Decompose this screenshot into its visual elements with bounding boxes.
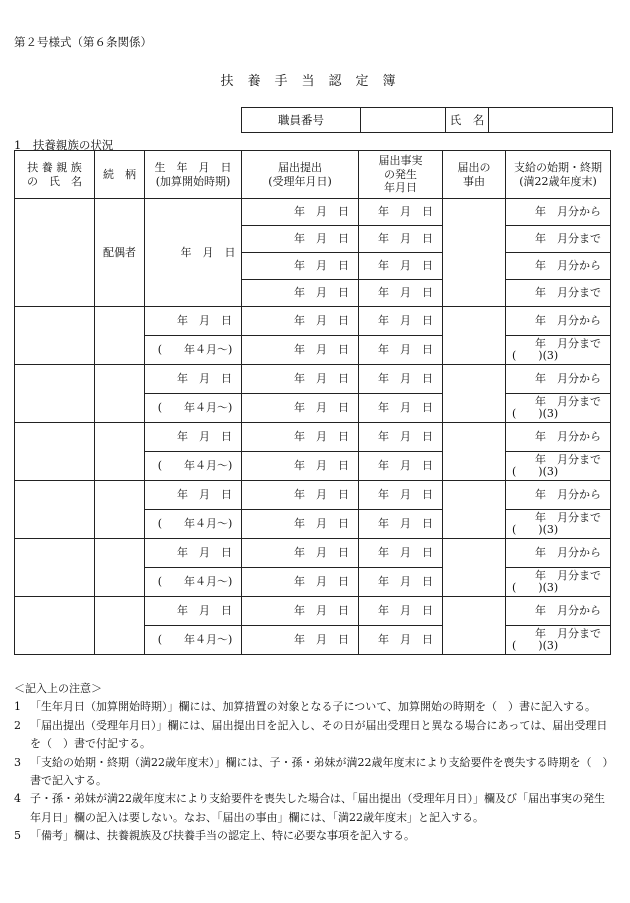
note-text: 「支給の始期・終期（満22歳年度末）」欄には、子・孫・弟妹が満22歳年度末により支給要件を喪失する時期を（ ）書で記入する。 <box>30 755 614 788</box>
dependent-period-from[interactable]: 年 月分から <box>506 423 611 452</box>
dependent-relation-cell[interactable] <box>95 307 145 365</box>
dependent-period-note: ( )(3) <box>512 639 559 652</box>
dependent-period-to-text: 年 月分まで <box>535 395 601 408</box>
note-item <box>14 698 614 716</box>
spouse-occurrence-date[interactable]: 年 月 日 <box>359 280 443 307</box>
dependent-reason[interactable] <box>443 481 506 539</box>
spouse-name-cell[interactable] <box>15 199 95 307</box>
dependent-occurrence-date[interactable]: 年 月 日 <box>359 510 443 539</box>
dependent-period-to[interactable] <box>506 452 611 481</box>
dependent-submit-date[interactable]: 年 月 日 <box>242 336 359 365</box>
staff-number-field[interactable] <box>361 108 446 133</box>
dependent-birth[interactable]: 年 月 日 <box>145 539 242 568</box>
staff-name-label: 氏 名 <box>446 108 489 133</box>
table-header-row <box>15 151 611 199</box>
dependent-reason[interactable] <box>443 423 506 481</box>
dependent-period-note: ( )(3) <box>512 465 559 478</box>
note-number: 3 <box>14 755 21 769</box>
dependent-period-to-text: 年 月分まで <box>535 337 601 350</box>
dependent-occurrence-date[interactable]: 年 月 日 <box>359 394 443 423</box>
dependent-relation-cell[interactable] <box>95 539 145 597</box>
dependent-occurrence-date[interactable]: 年 月 日 <box>359 626 443 655</box>
dependent-period-note: ( )(3) <box>512 349 559 362</box>
dependent-occurrence-date[interactable]: 年 月 日 <box>359 336 443 365</box>
dependent-submit-date[interactable]: 年 月 日 <box>242 539 359 568</box>
dependent-submit-date[interactable]: 年 月 日 <box>242 597 359 626</box>
dependent-period-to-text: 年 月分まで <box>535 453 601 466</box>
note-number: 2 <box>14 718 21 732</box>
header-name: 扶 養 親 族 の 氏 名 <box>15 151 95 199</box>
dependent-name-cell[interactable] <box>15 597 95 655</box>
dependent-occurrence-date[interactable]: 年 月 日 <box>359 597 443 626</box>
note-number: 4 <box>14 792 21 806</box>
dependent-birth[interactable]: 年 月 日 <box>145 423 242 452</box>
dependent-reason[interactable] <box>443 597 506 655</box>
dependent-period-note: ( )(3) <box>512 581 559 594</box>
dependent-period-to[interactable] <box>506 394 611 423</box>
note-text: 子・孫・弟妹が満22歳年度末により支給要件を喪失した場合は、「届出提出（受理年月日）」欄及び「届出事実の発生年月日」欄の記入は要しない。なお、「届出の事由」欄には、「満22歳年度末」と記入する。 <box>30 792 605 824</box>
dependent-reason[interactable] <box>443 539 506 597</box>
dependent-period-from[interactable]: 年 月分から <box>506 481 611 510</box>
dependent-name-cell[interactable] <box>15 539 95 597</box>
staff-info-table <box>241 107 613 133</box>
spouse-birth: 年 月 日 <box>145 199 242 307</box>
spouse-submit-date[interactable]: 年 月 日 <box>242 199 359 226</box>
header-relation: 続 柄 <box>95 151 145 199</box>
dependent-start[interactable]: ( 年４月～) <box>145 626 242 655</box>
dependent-birth[interactable]: 年 月 日 <box>145 597 242 626</box>
spouse-submit-date[interactable]: 年 月 日 <box>242 226 359 253</box>
spouse-row <box>15 199 611 226</box>
dependent-reason[interactable] <box>443 307 506 365</box>
header-reason: 届出の 事由 <box>443 151 506 199</box>
dependent-row <box>15 481 611 510</box>
spouse-occurrence-date[interactable]: 年 月 日 <box>359 253 443 280</box>
dependent-start[interactable]: ( 年４月～) <box>145 336 242 365</box>
dependent-row <box>15 539 611 568</box>
staff-number-label: 職員番号 <box>242 108 361 133</box>
dependent-name-cell[interactable] <box>15 307 95 365</box>
dependent-period-note: ( )(3) <box>512 523 559 536</box>
page-title: 扶養手当認定簿 <box>220 74 410 89</box>
note-text: 「届出提出（受理年月日）」欄には、届出提出日を記入し、その日が届出受理日と異なる場合にあっては、届出受理日を（ ）書で付記する。 <box>30 718 608 751</box>
dependent-submit-date[interactable]: 年 月 日 <box>242 568 359 597</box>
header-birth: 生 年 月 日 (加算開始時期) <box>145 151 242 199</box>
dependent-occurrence-date[interactable]: 年 月 日 <box>359 539 443 568</box>
dependent-occurrence-date[interactable]: 年 月 日 <box>359 568 443 597</box>
dependent-occurrence-date[interactable]: 年 月 日 <box>359 452 443 481</box>
dependent-row <box>15 307 611 336</box>
dependent-start[interactable]: ( 年４月～) <box>145 510 242 539</box>
dependent-submit-date[interactable]: 年 月 日 <box>242 423 359 452</box>
form-number-label: 第２号様式（第６条関係） <box>14 35 152 49</box>
dependent-period-to-text: 年 月分まで <box>535 627 601 640</box>
spouse-occurrence-date[interactable]: 年 月 日 <box>359 199 443 226</box>
dependent-occurrence-date[interactable]: 年 月 日 <box>359 307 443 336</box>
dependent-occurrence-date[interactable]: 年 月 日 <box>359 423 443 452</box>
notes-section <box>14 680 614 846</box>
dependent-row <box>15 365 611 394</box>
dependent-period-from[interactable]: 年 月分から <box>506 365 611 394</box>
dependent-period-from[interactable]: 年 月分から <box>506 307 611 336</box>
dependent-period-to[interactable] <box>506 336 611 365</box>
dependent-period-to-text: 年 月分まで <box>535 511 601 524</box>
dependent-birth[interactable]: 年 月 日 <box>145 365 242 394</box>
dependents-table <box>14 150 611 655</box>
dependent-reason[interactable] <box>443 365 506 423</box>
dependent-period-to[interactable] <box>506 626 611 655</box>
note-text: 「生年月日（加算開始時期）」欄には、加算措置の対象となる子について、加算開始の時期を（ ）書に記入する。 <box>30 700 597 714</box>
dependent-name-cell[interactable] <box>15 365 95 423</box>
header-submit: 届出提出 (受理年月日) <box>242 151 359 199</box>
spouse-occurrence-date[interactable]: 年 月 日 <box>359 226 443 253</box>
note-number: 5 <box>14 829 21 843</box>
dependent-name-cell[interactable] <box>15 423 95 481</box>
dependent-relation-cell[interactable] <box>95 423 145 481</box>
dependent-period-to-text: 年 月分まで <box>535 569 601 582</box>
dependent-period-to[interactable] <box>506 510 611 539</box>
dependent-relation-cell[interactable] <box>95 365 145 423</box>
dependent-occurrence-date[interactable]: 年 月 日 <box>359 481 443 510</box>
dependent-period-note: ( )(3) <box>512 407 559 420</box>
dependent-row <box>15 597 611 626</box>
dependent-occurrence-date[interactable]: 年 月 日 <box>359 365 443 394</box>
dependent-start[interactable]: ( 年４月～) <box>145 568 242 597</box>
dependent-submit-date[interactable]: 年 月 日 <box>242 394 359 423</box>
dependent-start[interactable]: ( 年４月～) <box>145 452 242 481</box>
dependent-submit-date[interactable]: 年 月 日 <box>242 452 359 481</box>
note-item <box>14 717 614 754</box>
dependent-submit-date[interactable]: 年 月 日 <box>242 510 359 539</box>
spouse-period-from[interactable]: 年 月分から <box>506 199 611 226</box>
dependent-period-to[interactable] <box>506 568 611 597</box>
dependent-submit-date[interactable]: 年 月 日 <box>242 307 359 336</box>
header-period: 支給の始期・終期 (満22歳年度末) <box>506 151 611 199</box>
dependent-name-cell[interactable] <box>15 481 95 539</box>
note-item <box>14 754 614 791</box>
spouse-submit-date[interactable]: 年 月 日 <box>242 253 359 280</box>
dependent-period-from[interactable]: 年 月分から <box>506 539 611 568</box>
dependent-submit-date[interactable]: 年 月 日 <box>242 365 359 394</box>
dependent-birth[interactable]: 年 月 日 <box>145 307 242 336</box>
note-number: 1 <box>14 700 21 714</box>
dependent-start[interactable]: ( 年４月～) <box>145 394 242 423</box>
spouse-submit-date[interactable]: 年 月 日 <box>242 280 359 307</box>
dependent-submit-date[interactable]: 年 月 日 <box>242 626 359 655</box>
section-title: 1 扶養親族の状況 <box>14 138 114 152</box>
spouse-relation: 配偶者 <box>95 199 145 307</box>
note-text: 「備考」欄は、扶養親族及び扶養手当の認定上、特に必要な事項を記入する。 <box>30 829 415 843</box>
spouse-period-to[interactable]: 年 月分まで <box>506 226 611 253</box>
dependent-row <box>15 423 611 452</box>
dependent-submit-date[interactable]: 年 月 日 <box>242 481 359 510</box>
header-occurrence: 届出事実 の発生 年月日 <box>359 151 443 199</box>
dependent-relation-cell[interactable] <box>95 597 145 655</box>
dependent-birth[interactable]: 年 月 日 <box>145 481 242 510</box>
notes-title: ＜記入上の注意＞ <box>14 682 102 695</box>
staff-name-field[interactable] <box>489 108 613 133</box>
dependent-period-from[interactable]: 年 月分から <box>506 597 611 626</box>
spouse-reason[interactable] <box>443 199 506 307</box>
spouse-period-from[interactable]: 年 月分から <box>506 253 611 280</box>
note-item <box>14 790 614 827</box>
dependent-relation-cell[interactable] <box>95 481 145 539</box>
note-item <box>14 827 614 845</box>
spouse-period-to[interactable]: 年 月分まで <box>506 280 611 307</box>
